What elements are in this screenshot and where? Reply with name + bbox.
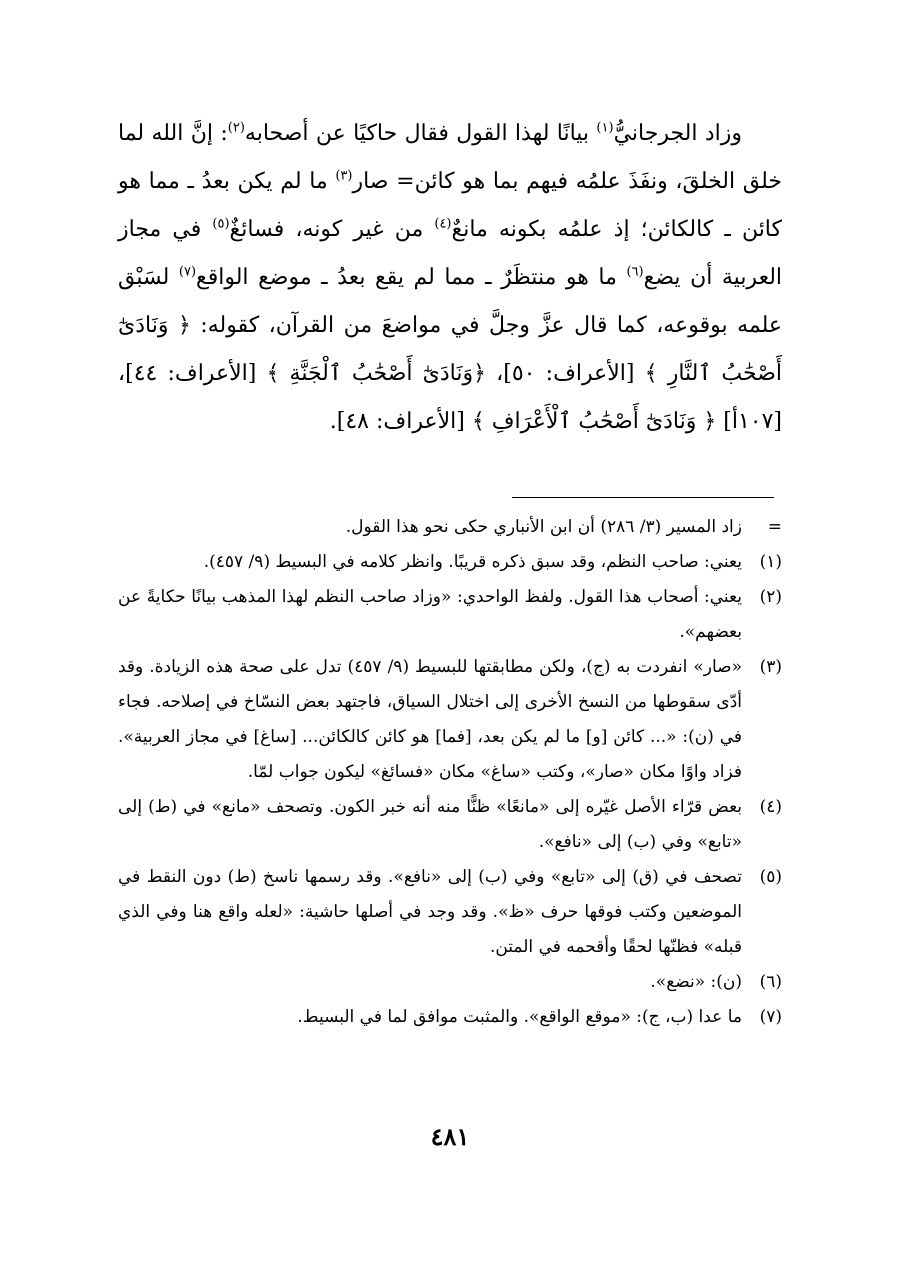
- footnote-number: (١): [759, 552, 782, 572]
- footnote-1: [118, 545, 782, 580]
- footnote-number: (٣): [759, 657, 782, 677]
- footnote-text: زاد المسير (٣/ ٢٨٦) أن ابن الأنباري حكى نحو هذا القول.: [345, 517, 742, 537]
- footnote-number: (٥): [759, 867, 782, 887]
- footnote-text: بعض قرّاء الأصل غيّره إلى «مانعًا» ظنًّا منه أنه خبر الكون. وتصحف «مانع» في (ط) إلى «تابع» وفي (ب) إلى «نافع».: [118, 797, 742, 852]
- footnote-ref-2[interactable]: (٢): [227, 120, 245, 136]
- page-number: ٤٨١: [430, 1122, 470, 1151]
- main-text-segment: من غير كونه، فسائغٌ: [229, 217, 435, 242]
- footnote-ref-1[interactable]: (١): [596, 120, 614, 136]
- main-text: [118, 110, 782, 446]
- main-text-segment: لسَبْق علمه بوقوعه، كما قال عزَّ وجلَّ في مواضعَ من القرآن، كقوله: ﴿ وَنَادَىٰٓ أَصْحَٰبُ ٱلنَّارِ ﴾ [الأعراف: ٥٠]، ﴿وَنَادَىٰٓ أَصْحَٰبُ ٱلْجَنَّةِ ﴾ [الأعراف: ٤٤]، [١٠٧أ] ﴿ وَنَادَىٰٓ أَصْحَٰبُ ٱلْأَعْرَافِ ﴾ [الأعراف: ٤٨].: [118, 265, 783, 434]
- main-text-segment: وزاد الجرجانيُّ: [613, 121, 742, 146]
- footnote-number: (٤): [759, 797, 782, 817]
- footnote-ref-7[interactable]: (٧): [178, 264, 197, 280]
- footnote-text: يعني: أصحاب هذا القول. ولفظ الواحدي: «وزاد صاحب النظم لهذا المذهب بيانًا حكايةً عن بعضهم».: [118, 587, 742, 642]
- main-text-segment: في مجاز العربية أن يضع: [118, 217, 783, 290]
- main-text-segment: ما لم يكن بعدُ ـ مما هو كائن ـ كالكائن؛ إذ علمُه بكونه مانعٌ: [118, 169, 782, 242]
- footnote-continuation: [118, 510, 782, 545]
- footnote-2: [118, 580, 782, 650]
- footnote-text: يعني: صاحب النظم، وقد سبق ذكره قريبًا. وانظر كلامه في البسيط (٩/ ٤٥٧).: [203, 552, 742, 572]
- footnote-4: [118, 790, 782, 860]
- footnote-text: (ن): «نضع».: [650, 972, 742, 992]
- footnote-6: [118, 965, 782, 1000]
- main-text-segment: بيانًا لهذا القول فقال حاكيًا عن أصحابه: [244, 121, 597, 146]
- footnote-ref-3[interactable]: (٣): [335, 168, 353, 184]
- footnote-number: (٧): [759, 1007, 782, 1027]
- main-paragraph: [118, 110, 782, 446]
- footnote-ref-6[interactable]: (٦): [626, 264, 644, 280]
- footnote-number: (٦): [759, 972, 782, 992]
- footnotes: [118, 510, 782, 1035]
- footnote-3: [118, 650, 782, 790]
- footnote-number: =: [767, 517, 782, 537]
- main-text-segment: ما هو منتظَرٌ ـ مما لم يقع بعدُ ـ موضع الواقع: [196, 265, 627, 290]
- footnote-text: تصحف في (ق) إلى «تابع» وفي (ب) إلى «نافع». وقد رسمها ناسخ (ط) دون النقط في الموضعين وكتب فوقها حرف «ظ». وقد وجد في أصلها حاشية: «لعله واقع هنا وفي الذي قبله» فظنّها لحقًا وأقحمه في المتن.: [118, 867, 742, 957]
- footnote-text: ما عدا (ب، ج): «موقع الواقع». والمثبت موافق لما في البسيط.: [297, 1007, 742, 1027]
- footnote-ref-5[interactable]: (٥): [212, 216, 230, 232]
- footnote-separator: [512, 497, 774, 498]
- footnote-7: [118, 1000, 782, 1035]
- footnote-ref-4[interactable]: (٤): [434, 216, 452, 232]
- footnote-5: [118, 860, 782, 965]
- footnote-text: «صار» انفردت به (ج)، ولكن مطابقتها للبسيط (٩/ ٤٥٧) تدل على صحة هذه الزيادة. وقد أدّى سقوطها من النسخ الأخرى إلى اختلال السياق، فاجتهد بعض النسّاخ في إصلاحه. فجاء في (ن): «... كائن [و] ما لم يكن بعد، [فما] هو كائن كالكائن... [ساغ] في مجاز العربية». فزاد واوًا مكان «صار»، وكتب «ساغ» مكان «فسائغ» ليكون جواب لمّا.: [118, 657, 742, 782]
- footnote-number: (٢): [759, 587, 782, 607]
- main-text-segment: : إنَّ الله لما خلق الخلقَ، ونفَذَ علمُه فيهم بما هو كائن= صار: [118, 121, 782, 194]
